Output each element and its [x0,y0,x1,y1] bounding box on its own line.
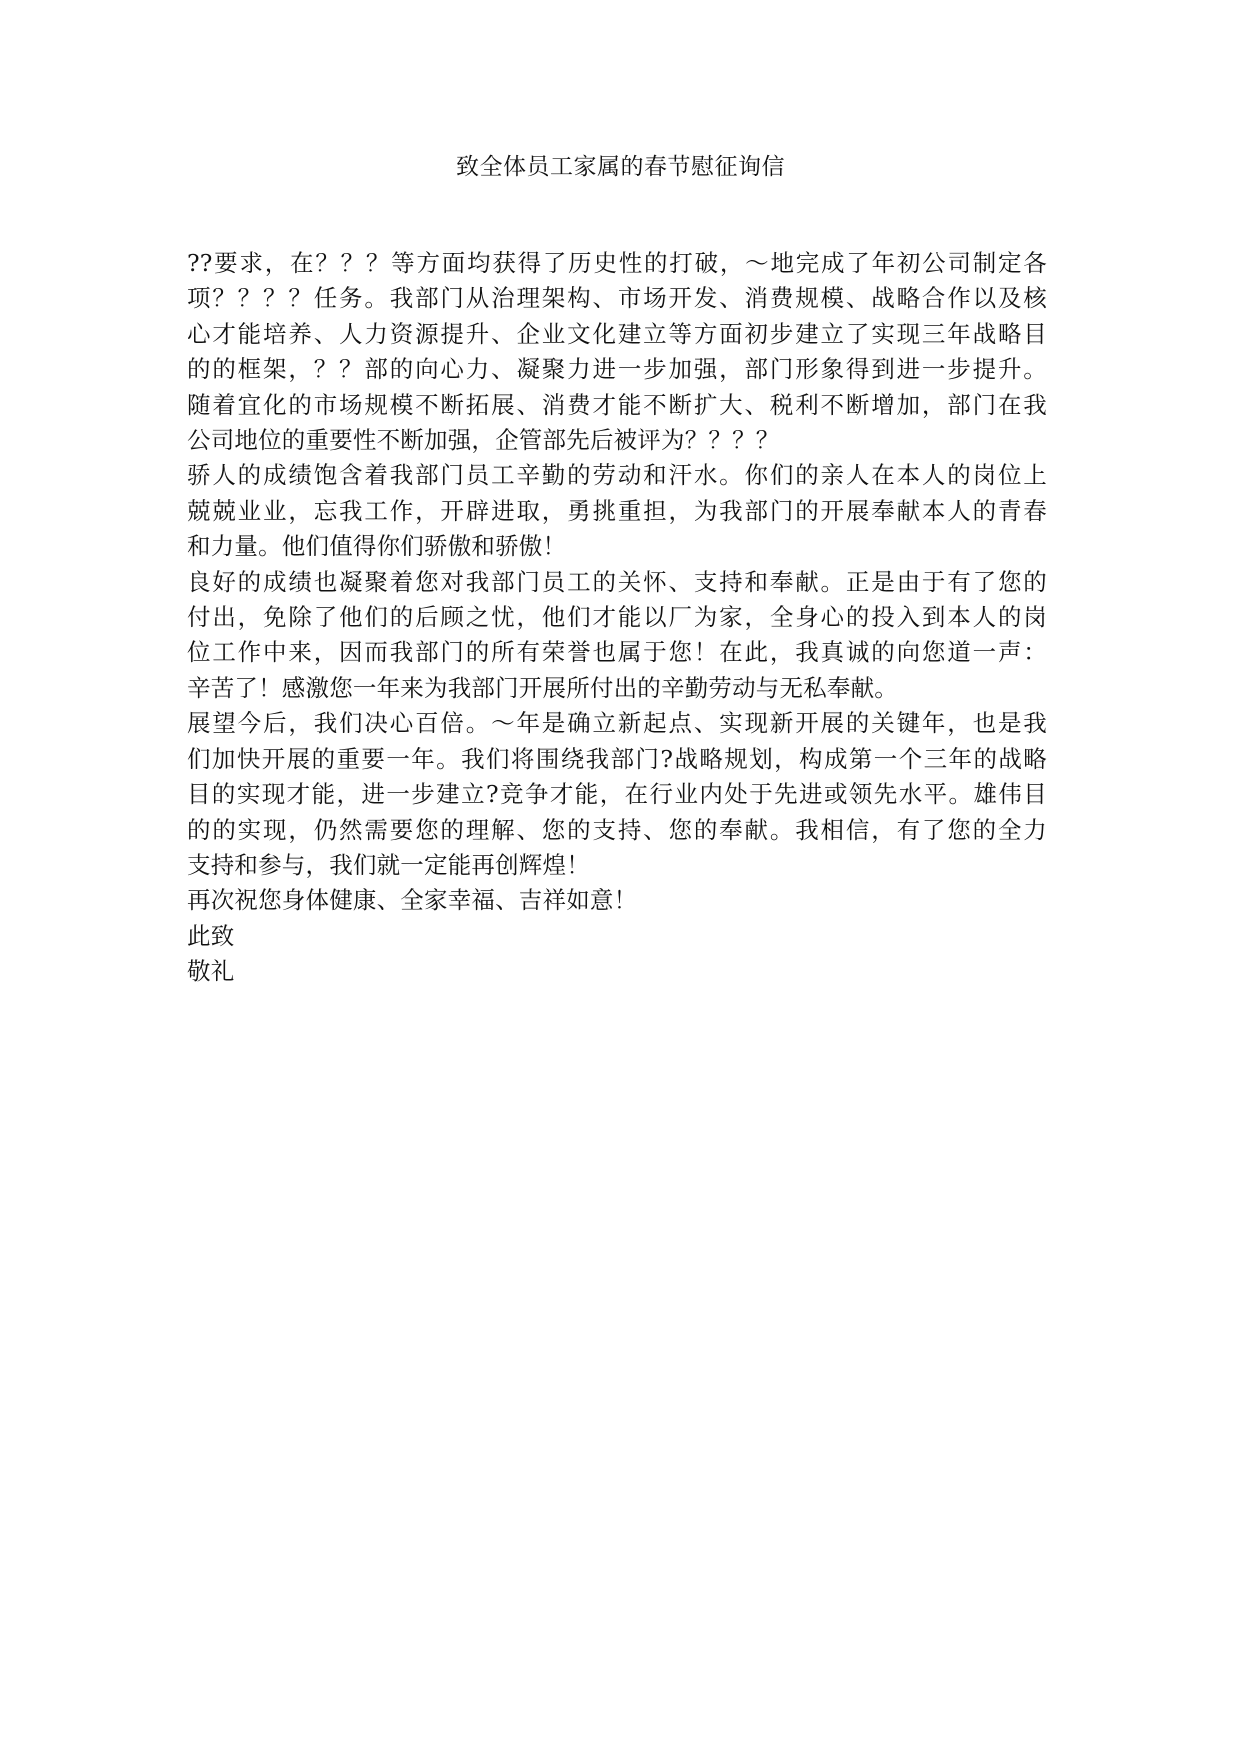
body-line-8: 兢兢业业，忘我工作，开辟进取，勇挑重担，为我部门的开展奉献本人的青春 [187,496,1047,525]
body-line-1: ??要求，在？？？等方面均获得了历史性的打破，～地完成了年初公司制定各 [187,249,1047,277]
body-line-12: 位工作中来，因而我部门的所有荣誉也属于您！在此，我真诚的向您道一声： [187,638,1047,667]
body-line-7: 骄人的成绩饱含着我部门员工辛勤的劳动和汗水。你们的亲人在本人的岗位上 [187,461,1047,490]
body-line-2: 项？？？？任务。我部门从治理架构、市场开发、消费规模、战略合作以及核 [187,284,1047,313]
body-line-3: 心才能培养、人力资源提升、企业文化建立等方面初步建立了实现三年战略目 [187,319,1047,348]
body-line-5: 随着宜化的市场规模不断拓展、消费才能不断扩大、税利不断增加，部门在我 [187,390,1047,419]
body-line-4: 的的框架，？？部的向心力、凝聚力进一步加强，部门形象得到进一步提升。 [187,355,1047,384]
letter-body [187,246,1047,990]
body-line-16: 目的实现才能，进一步建立?竞争才能，在行业内处于先进或领先水平。雄伟目 [187,780,1047,809]
body-line-13: 辛苦了！感激您一年来为我部门开展所付出的辛勤劳动与无私奉献。 [187,673,898,702]
body-line-14: 展望今后，我们决心百倍。～年是确立新起点、实现新开展的关键年，也是我 [187,709,1047,738]
body-line-19: 再次祝您身体健康、全家幸福、吉祥如意！ [187,886,638,915]
closing-salutation: 此致 [187,921,235,950]
letter-title: 致全体员工家属的春节慰征询信 [456,154,785,180]
body-line-18: 支持和参与，我们就一定能再创辉煌！ [187,850,590,879]
body-line-6: 公司地位的重要性不断加强，企管部先后被评为？？？？ [187,426,780,455]
body-line-9: 和力量。他们值得你们骄傲和骄傲！ [187,532,567,561]
body-line-11: 付出，免除了他们的后顾之忧，他们才能以厂为家，全身心的投入到本人的岗 [187,603,1047,632]
body-line-10: 良好的成绩也凝聚着您对我部门员工的关怀、支持和奉献。正是由于有了您的 [187,567,1047,596]
body-line-17: 的的实现，仍然需要您的理解、您的支持、您的奉献。我相信，有了您的全力 [187,815,1047,844]
closing-regards: 敬礼 [187,957,235,986]
body-line-15: 们加快开展的重要一年。我们将围绕我部门?战略规划，构成第一个三年的战略 [187,744,1047,773]
